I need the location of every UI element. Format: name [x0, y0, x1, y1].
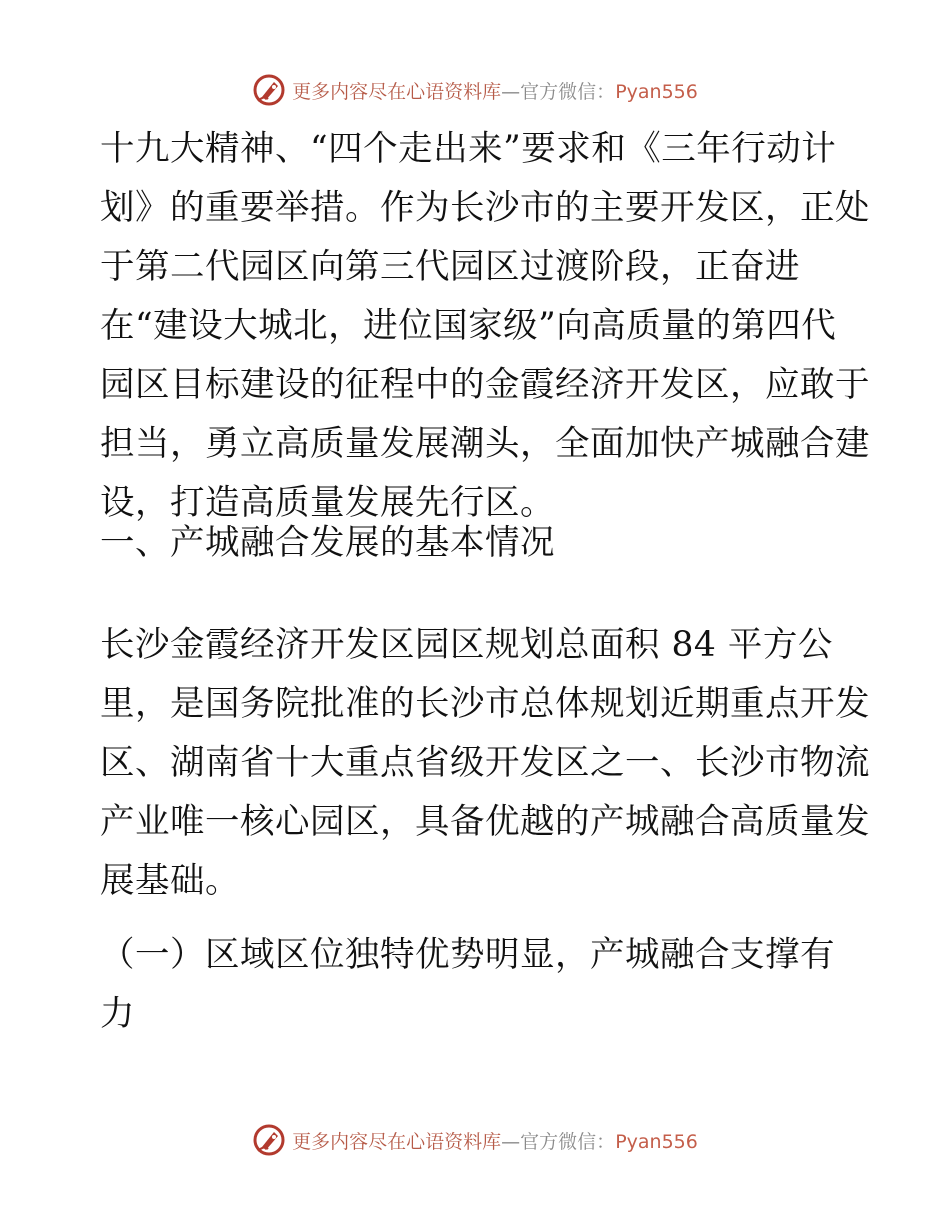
watermark-dash: —	[501, 1130, 521, 1153]
text-line: 担当，勇立高质量发展潮头，全面加快产城融合建	[100, 424, 870, 464]
watermark-text	[292, 77, 698, 104]
text-line: 长沙金霞经济开发区园区规划总面积 84 平方公	[100, 625, 833, 665]
subsection-heading-line: （一）区域区位独特优势明显，产城融合支撑有	[100, 935, 835, 975]
watermark-account-label: 官方微信：	[520, 1130, 616, 1153]
footer-watermark-banner	[0, 1120, 950, 1160]
text-line: 划》的重要举措。作为长沙市的主要开发区，正处	[100, 188, 870, 228]
header-watermark-banner	[0, 70, 950, 110]
text-line: 在“建设大城北，进位国家级”向高质量的第四代	[100, 306, 837, 346]
text-line: 十九大精神、“四个走出来”要求和《三年行动计	[100, 129, 837, 169]
paragraph-intro	[100, 120, 870, 533]
watermark-site-name: 更多内容尽在心语资料库	[292, 80, 502, 103]
text-line: 园区目标建设的征程中的金霞经济开发区，应敢于	[100, 365, 870, 405]
subsection-heading	[100, 926, 860, 1044]
watermark-account-label: 官方微信：	[520, 80, 616, 103]
paragraph-overview	[100, 616, 870, 911]
text-line: 展基础。	[100, 861, 240, 901]
section-heading-text: 一、产城融合发展的基本情况	[100, 523, 555, 563]
text-line: 区、湖南省十大重点省级开发区之一、长沙市物流	[100, 743, 870, 783]
pen-nib-logo-icon	[252, 73, 286, 107]
text-line: 产业唯一核心园区，具备优越的产城融合高质量发	[100, 802, 870, 842]
watermark-site-name: 更多内容尽在心语资料库	[292, 1130, 502, 1153]
watermark-account-id: Pyan556	[615, 1130, 698, 1153]
subsection-heading-line: 力	[100, 994, 135, 1034]
text-line: 于第二代园区向第三代园区过渡阶段，正奋进	[100, 247, 800, 287]
section-heading	[100, 514, 860, 573]
text-line: 设，打造高质量发展先行区。	[100, 483, 555, 523]
watermark-account-id: Pyan556	[615, 80, 698, 103]
watermark-text	[292, 1127, 698, 1154]
pen-nib-logo-icon	[252, 1123, 286, 1157]
text-line: 里，是国务院批准的长沙市总体规划近期重点开发	[100, 684, 870, 724]
watermark-dash: —	[501, 80, 521, 103]
